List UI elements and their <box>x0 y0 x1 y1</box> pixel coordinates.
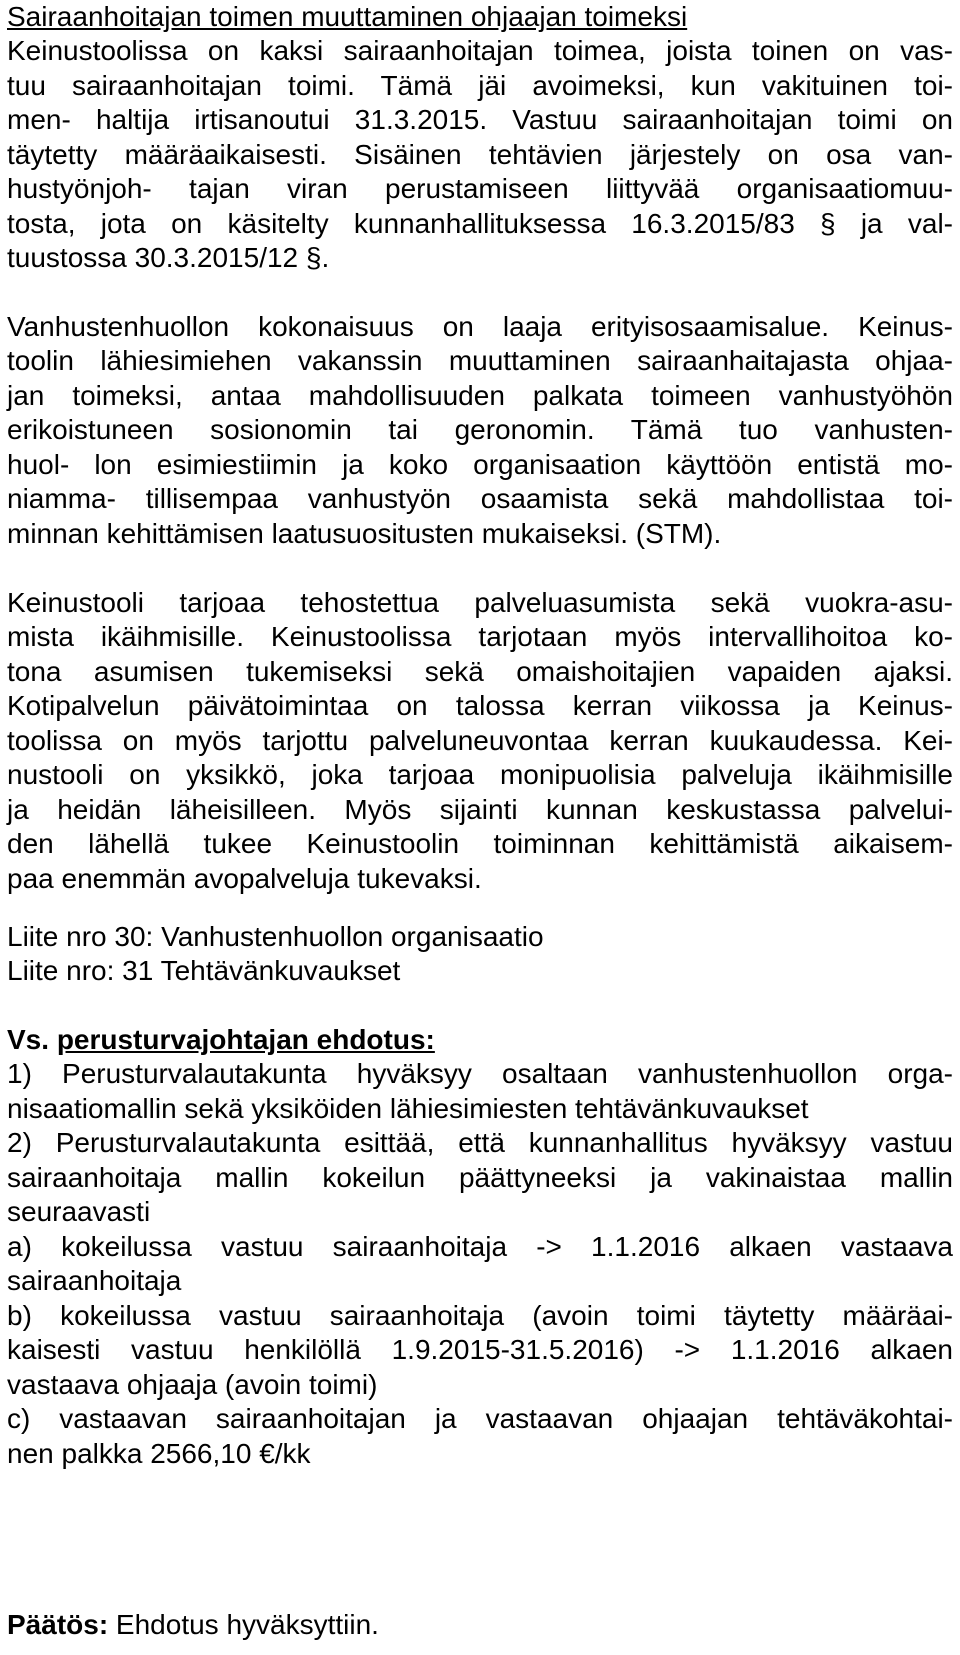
proposal-line: c) vastaavan sairaanhoitajan ja vastaavan ohjaajan tehtäväkohtai- <box>7 1403 953 1434</box>
paragraph-line: hustyönjoh- tajan viran perustamiseen liittyvää organisaatiomuu- <box>7 173 953 204</box>
paragraph-line: huol- lon esimiestiimin ja koko organisaation käyttöön entistä mo- <box>7 449 953 480</box>
attachment-line: Liite nro: 31 Tehtävänkuvaukset <box>7 955 401 986</box>
decision-label: Päätös: <box>7 1609 109 1640</box>
proposal-line: nisaatiomallin sekä yksiköiden lähiesimiesten tehtävänkuvaukset <box>7 1093 809 1124</box>
paragraph-line: Keinustoolissa on kaksi sairaanhoitajan toimea, joista toinen on vas- <box>7 35 953 66</box>
paragraph-line: tona asumisen tukemiseksi sekä omaishoitajien vapaiden ajaksi. <box>7 656 953 687</box>
paragraph-line: nustooli on yksikkö, joka tarjoaa monipuolisia palveluja ikäihmisille <box>7 759 953 790</box>
paragraph-line: paa enemmän avopalveluja tukevaksi. <box>7 863 482 894</box>
paragraph-line: jan toimeksi, antaa mahdollisuuden palkata toimeen vanhustyöhön <box>7 380 953 411</box>
proposal-line: kaisesti vastuu henkilöllä 1.9.2015-31.5.2016) -> 1.1.2016 alkaen <box>7 1334 953 1365</box>
attachment-line: Liite nro 30: Vanhustenhuollon organisaatio <box>7 921 544 952</box>
proposal-heading <box>7 1023 435 1057</box>
paragraph-line: tuustossa 30.3.2015/12 §. <box>7 242 330 273</box>
paragraph-line: niamma- tillisempaa vanhustyön osaamista sekä mahdollistaa toi- <box>7 483 953 514</box>
proposal-line: seuraavasti <box>7 1196 151 1227</box>
paragraph-line: Keinustooli tarjoaa tehostettua palveluasumista sekä vuokra-asu- <box>7 587 953 618</box>
proposal-line: nen palkka 2566,10 €/kk <box>7 1438 311 1469</box>
proposal-line: sairaanhoitaja <box>7 1265 182 1296</box>
paragraph-line: den lähellä tukee Keinustoolin toiminnan kehittämistä aikaisem- <box>7 828 953 859</box>
paragraph-line: täytetty määräaikaisesti. Sisäinen tehtävien järjestely on osa van- <box>7 139 953 170</box>
paragraph-line: men- haltija irtisanoutui 31.3.2015. Vastuu sairaanhoitajan toimi on <box>7 104 953 135</box>
paragraph-line: Kotipalvelun päivätoimintaa on talossa kerran viikossa ja Keinus- <box>7 690 953 721</box>
paragraph-line: tuu sairaanhoitajan toimi. Tämä jäi avoimeksi, kun vakituinen toi- <box>7 70 953 101</box>
proposal-line: 1) Perusturvalautakunta hyväksyy osaltaan vanhustenhuollon orga- <box>7 1058 953 1089</box>
proposal-heading-main: perusturvajohtajan ehdotus: <box>56 1024 435 1055</box>
paragraph-line: mista ikäihmisille. Keinustoolissa tarjotaan myös intervallihoitoa ko- <box>7 621 953 652</box>
section-title: Sairaanhoitajan toimen muuttaminen ohjaajan toimeksi <box>7 1 688 32</box>
paragraph-line: ja heidän läheisilleen. Myös sijainti kunnan keskustassa palvelui- <box>7 794 953 825</box>
decision-text: Ehdotus hyväksyttiin. <box>108 1609 379 1640</box>
paragraph-line: minnan kehittämisen laatusuositusten mukaiseksi. (STM). <box>7 518 722 549</box>
proposal-line: 2) Perusturvalautakunta esittää, että kunnanhallitus hyväksyy vastuu <box>7 1127 953 1158</box>
proposal-line: vastaava ohjaaja (avoin toimi) <box>7 1369 378 1400</box>
paragraph-line: Vanhustenhuollon kokonaisuus on laaja erityisosaamisalue. Keinus- <box>7 311 953 342</box>
paragraph-line: toolin lähiesimiehen vakanssin muuttaminen sairaanhaitajasta ohjaa- <box>7 345 953 376</box>
paragraph-line: tosta, jota on käsitelty kunnanhallituksessa 16.3.2015/83 § ja val- <box>7 208 953 239</box>
proposal-line: b) kokeilussa vastuu sairaanhoitaja (avoin toimi täytetty määräai- <box>7 1300 953 1331</box>
paragraph-line: erikoistuneen sosionomin tai geronomin. Tämä tuo vanhusten- <box>7 414 953 445</box>
proposal-line: sairaanhoitaja mallin kokeilun päättyneeksi ja vakinaistaa mallin <box>7 1162 953 1193</box>
decision-line <box>7 1608 379 1642</box>
proposal-line: a) kokeilussa vastuu sairaanhoitaja -> 1.1.2016 alkaen vastaava <box>7 1231 953 1262</box>
paragraph-line: toolissa on myös tarjottu palveluneuvontaa kerran kuukaudessa. Kei- <box>7 725 953 756</box>
proposal-heading-prefix: Vs. <box>7 1024 57 1055</box>
